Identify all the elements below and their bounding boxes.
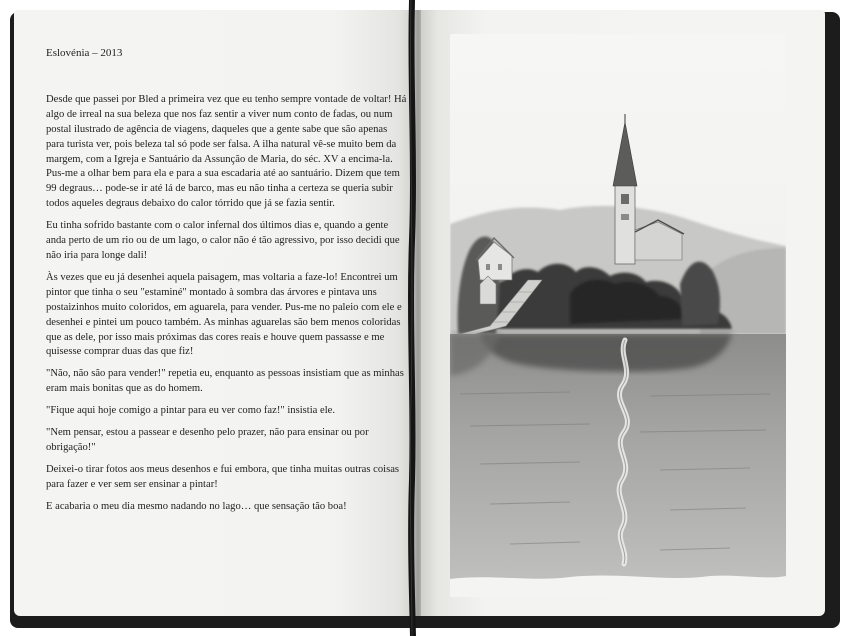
journal-text: [46, 46, 408, 522]
paragraph-2: Eu tinha sofrido bastante com o calor infernal dos últimos dias e, quando a gente anda perto de um rio ou de um lago, o calor não é tão agressivo, por isso decidi que não iria para longe dali!: [46, 220, 400, 261]
paper-edge: [450, 576, 786, 597]
paragraph-7: Deixei-o tirar fotos aos meus desenhos e fui embora, que tinha muitas outras coisas para fazer e ver sem ser ensinar a pintar!: [46, 463, 400, 490]
lake: [450, 334, 786, 597]
paragraph-6: "Nem pensar, estou a passear e desenho pelo prazer, não para ensinar ou por obrigação!": [46, 427, 369, 453]
ribbon-bookmark: [405, 0, 421, 636]
bled-island-watercolor: [450, 34, 786, 597]
paragraph-1: Desde que passei por Bled a primeira vez que eu tenho sempre vontade de voltar! Há algo de irreal na sua beleza que nos faz sentir a viver num conto de fadas, ou num postal ilustrado de agência de viagens, daqueles que a gente sabe que são apenas para turista ver, pois beleza tal só pode ser falsa. A ilha natural vê-se muito bem da margem, com a Igreja e Santuário da Assunção de Maria, do séc. XV a encima-la. Pus-me a olhar bem para ela e para a sua escadaria até ao santuário. Dizem que tem 99 degraus… pode-se ir até lá de barco, mas eu não tinha a certeza se queria subir todos aqueles degraus debaixo do calor tórrido que já se fazia sentir.: [46, 93, 407, 210]
house-window: [498, 264, 502, 270]
page-heading: Eslovénia – 2013: [46, 47, 123, 59]
tower-window: [621, 214, 629, 220]
paragraph-5: "Fique aqui hoje comigo a pintar para eu ver como faz!" insistia ele.: [46, 405, 335, 417]
paragraph-3: Às vezes que eu já desenhei aquela paisagem, mas voltaria a faze-lo! Encontrei um pintor que tinha o seu "estaminé" montado à sombra das árvores e pintava uns postaizinhos muito coloridos, em aguarela, para vender. Pus-me no paleio com ele e desenhei e pintei um pouco também. As minhas aguarelas são bem menos coloridas que as dele, por isso mais próximas das cores reais e houve quem passasse e me quisesse comprar duas das que fiz!: [46, 271, 402, 358]
paragraph-4: "Não, não são para vender!" repetia eu, enquanto as pessoas insistiam que as minhas eram mais bonitas que as do homem.: [46, 368, 404, 395]
house-window: [486, 264, 490, 270]
left-page: [14, 10, 415, 616]
tower-window: [621, 194, 629, 204]
paragraph-8: E acabaria o meu dia mesmo nadando no lago… que sensação tão boa!: [46, 500, 347, 512]
